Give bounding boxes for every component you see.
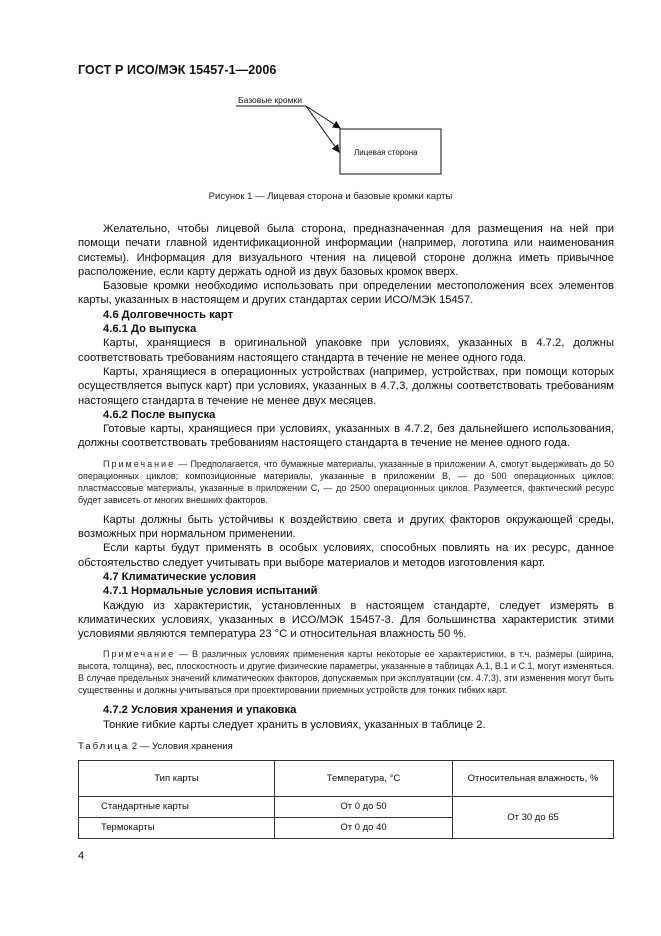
paragraph: Каждую из характеристик, установленных в настоящем стандарте, следует измерять в климатических условиях, указанных в ИСО/МЭК 15457-3. Для большинства характеристик этими условиями являются температура 23 °С и относительная влажность 50 %. [78, 599, 614, 641]
arrow-to-left-edge [306, 106, 339, 152]
table-cell: От 0 до 40 [275, 818, 453, 839]
paragraph: Базовые кромки необходимо использовать при определении местоположения всех элементов карты, указанных в настоящем и других стандартах серии ИСО/МЭК 15457. [78, 280, 614, 307]
table-cell: Стандартные карты [79, 797, 275, 818]
paragraph: Желательно, чтобы лицевой была сторона, предназначенная для размещения на ней при помощи печати главной идентификационной информации (например, логотипа или наименования системы). Информация для визуального чтения на лицевой стороне должна иметь привычное расположение, если карту держать одной из двух базовых кромок вверх. [78, 223, 614, 278]
table-row [79, 797, 614, 818]
arrow-to-top-edge [306, 106, 340, 128]
note [78, 458, 614, 506]
paragraph: Карты, хранящиеся в операционных устройствах (например, устройствах, при помощи которых осуществляется выпуск карт) при условиях, указанных в 4.7.3, должны соответствовать требованиям настоящего стандарта в течение не менее двух месяцев. [78, 365, 614, 407]
table-header-row [79, 761, 614, 797]
document-body [78, 222, 614, 839]
table-cell: Термокарты [79, 818, 275, 839]
note-label: Примечание [103, 458, 176, 469]
subsection-heading: 4.7.1 Нормальные условия испытаний [103, 585, 318, 598]
subsection-heading: 4.7.2 Условия хранения и упаковка [103, 704, 297, 717]
paragraph: Если карты будут применять в особых условиях, способных повлиять на их ресурс, данное обстоятельство следует учитывать при выборе материалов и методов изготовления карт. [78, 542, 614, 569]
section-heading: 4.7 Климатические условия [103, 570, 257, 583]
paragraph: Карты, хранящиеся в оригинальной упаковке при условиях, указанных в 4.7.2, должны соответствовать требованиям настоящего стандарта в течение не менее одного года. [78, 337, 614, 364]
standard-header: ГОСТ Р ИСО/МЭК 15457-1—2006 [78, 63, 277, 77]
section-heading: 4.6 Долговечность карт [103, 308, 234, 321]
storage-conditions-table [78, 760, 614, 839]
table-caption [78, 740, 614, 754]
figure-caption: Рисунок 1 — Лицевая сторона и базовые кромки карты [208, 191, 453, 202]
paragraph: Карты должны быть устойчивы к воздействию света и других факторов окружающей среды, возможных при нормальном применении. [78, 513, 614, 541]
table-caption-text: 2 — Условия хранения [129, 741, 233, 753]
table-cell-humidity: От 30 до 65 [453, 797, 614, 839]
note [78, 648, 614, 696]
subsection-heading: 4.6.1 До выпуска [103, 323, 197, 336]
note-label: Примечание [103, 649, 176, 660]
page-number: 4 [78, 850, 85, 862]
column-header: Температура, °С [275, 761, 453, 797]
face-side-label: Лицевая сторона [354, 148, 418, 157]
subsection-heading: 4.6.2 После выпуска [103, 408, 216, 421]
table-caption-label: Таблица [78, 741, 130, 753]
column-header: Относительная влажность, % [453, 761, 614, 797]
base-edges-label: Базовые кромки [238, 95, 302, 105]
note-text: — В различных условиях применения карты некоторые ее характеристики, в т.ч. размеры (ширина, высота, толщина), вес, плоскостность и другие физические параметры, указанные в таблицах А.1, В.1 и С.1, могут изменяться. В случае предельных значений климатических факторов, допускаемых при эксплуатации (см. 4.7.3), эти изменения могут быть существенны и должны учитываться при проектировании приемных устройств для тонких гибких карт. [78, 649, 614, 696]
paragraph: Готовые карты, хранящиеся при условиях, указанных в 4.7.2, без дальнейшего использования, должны соответствовать требованиям настоящего стандарта в течение не менее одного года. [78, 423, 614, 450]
table-cell: От 0 до 50 [275, 797, 453, 818]
paragraph: Тонкие гибкие карты следует хранить в условиях, указанных в таблице 2. [103, 718, 486, 731]
column-header: Тип карты [79, 761, 275, 797]
figure-card-diagram [230, 92, 460, 182]
note-text: — Предполагается, что бумажные материалы, указанные в приложении А, смогут выдерживать до 50 операционных циклов; композиционные материалы, указанные в приложении В, — до 500 операционных циклов; пластмассовые материалы, указанные в приложении С, — до 2500 операционных циклов. Разумеется, фактический ресурс будет зависеть от многих внешних факторов. [78, 458, 614, 505]
